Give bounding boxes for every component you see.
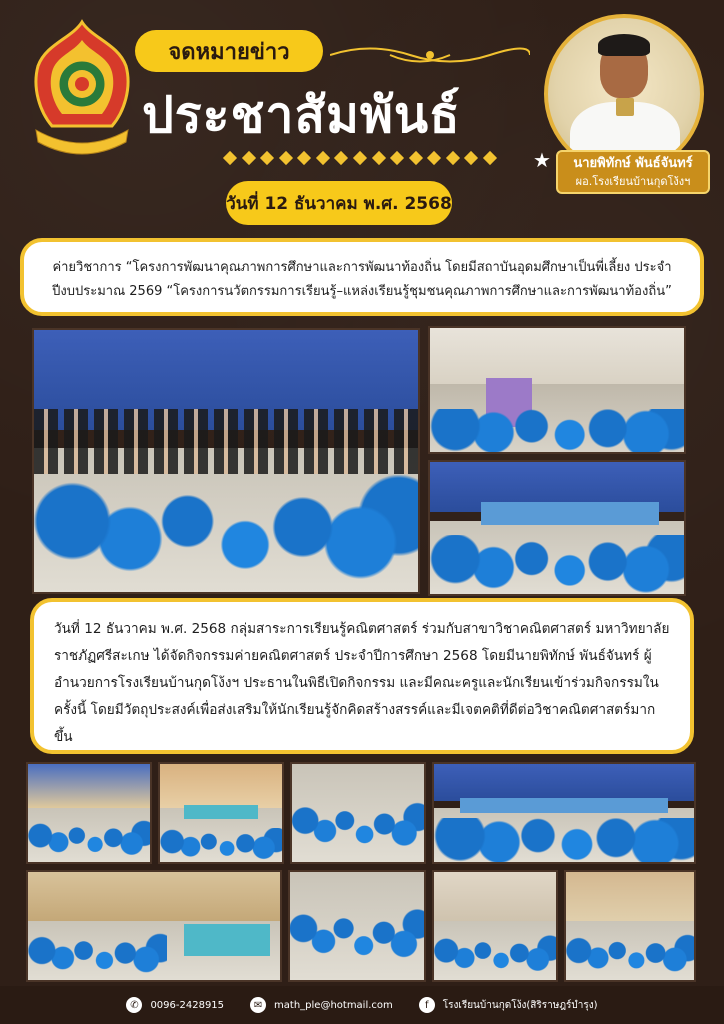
footer-phone[interactable] — [126, 997, 224, 1013]
photo-grid-6 — [288, 870, 426, 982]
intro-text-box — [20, 238, 704, 316]
photo-grid-3 — [290, 762, 426, 864]
footer-facebook[interactable] — [419, 997, 598, 1013]
intro-line-1: ค่ายวิชาการ “โครงการพัฒนาคุณภาพการศึกษาและการพัฒนาท้องถิ่น โดยมีสถาบันอุดมศึกษาเป็นพี่เลี้ยง ประจำ — [52, 260, 672, 275]
news-body-box — [30, 598, 694, 754]
phone-number: 0096-2428915 — [150, 999, 225, 1011]
director-position: ผอ.โรงเรียนบ้านกุดโง้งฯ — [575, 175, 691, 188]
photo-opening-speech — [428, 326, 686, 454]
footer-email[interactable] — [250, 997, 393, 1013]
title-ornament — [225, 150, 495, 166]
phone-icon: ✆ — [126, 997, 142, 1013]
obec-seal-logo — [28, 18, 136, 166]
newsletter-label: จดหมายข่าว — [135, 30, 323, 72]
decorative-ornament — [330, 42, 530, 68]
intro-line-2: ปีงบประมาณ 2569 “โครงการนวัตกรรมการเรียนรู้–แหล่งเรียนรู้ชุมชนคุณภาพการศึกษาและการพัฒนาท้องถิ่น” — [52, 284, 672, 299]
director-name: นายพิทักษ์ พันธ์จันทร์ — [573, 156, 693, 171]
photo-grid-7 — [432, 870, 558, 982]
date-badge: วันที่ 12 ธันวาคม พ.ศ. 2568 — [226, 181, 452, 225]
facebook-page: โรงเรียนบ้านกุดโง้ง(สิริราษฎร์บำรุง) — [442, 999, 598, 1011]
photo-grid-1 — [26, 762, 152, 864]
page-title: ประชาสัมพันธ์ — [142, 84, 461, 144]
photo-grid-5 — [26, 870, 282, 982]
email-address: math_ple@hotmail.com — [274, 999, 393, 1011]
news-body-text: วันที่ 12 ธันวาคม พ.ศ. 2568 กลุ่มสาระการเรียนรู้คณิตศาสตร์ ร่วมกับสาขาวิชาคณิตศาสตร์ มหาวิทยาลัยราชภัฏศรีสะเกษ ได้จัดกิจกรรมค่ายคณิตศาสตร์ ประจำปีการศึกษา 2568 โดยมีนายพิทักษ์ พันธ์จันทร์ ผู้อำนวยการโรงเรียนบ้านกุดโง้งฯ ประธานในพิธีเปิดกิจกรรม และมีคณะครูและนักเรียนเข้าร่วมกิจกรรมในครั้งนี้ โดยมีวัตถุประสงค์เพื่อส่งเสริมให้นักเรียนรู้จักคิดสร้างสรรค์และมีเจตคติที่ดีต่อวิชาคณิตศาสตร์มากขึ้น — [54, 621, 670, 745]
photo-group-hall — [32, 328, 420, 594]
facebook-icon: f — [419, 997, 435, 1013]
star-icon: ★ — [533, 148, 551, 172]
email-icon: ✉ — [250, 997, 266, 1013]
photo-activity-hall — [428, 460, 686, 596]
photo-grid-4 — [432, 762, 696, 864]
photo-grid-8 — [564, 870, 696, 982]
footer-contact-bar — [0, 986, 724, 1024]
photo-grid-2 — [158, 762, 284, 864]
director-name-box — [556, 150, 710, 194]
